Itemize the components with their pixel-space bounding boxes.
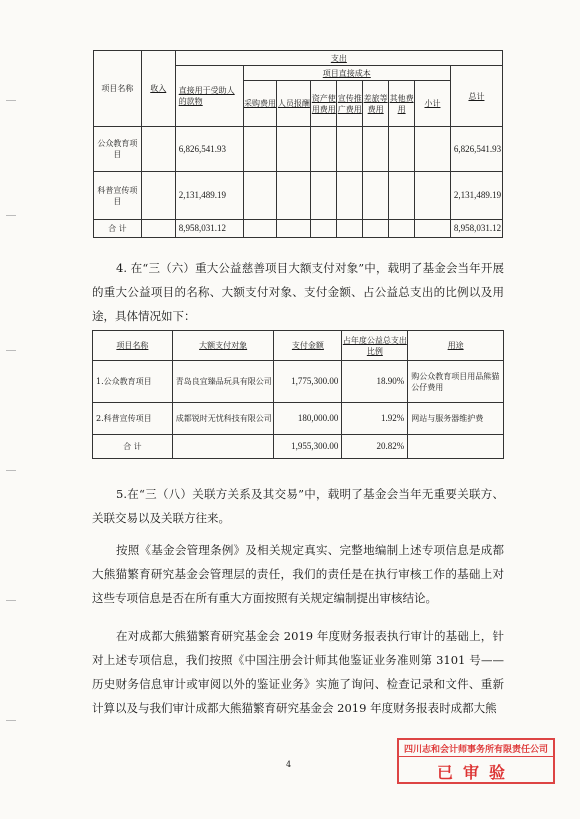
paragraph-5: 5.在“三（八）关联方关系及其交易”中，载明了基金会当年无重要关联方、关联交易以及关联方往来。 (92, 487, 504, 525)
page-number: 4 (286, 760, 292, 769)
row-aid: 6,826,541.93 (175, 127, 243, 172)
row-use: 网站与服务器维护费 (408, 403, 504, 435)
header-direct-cost: 项目直接成本 (243, 66, 450, 81)
header-ratio: 占年度公益总支出比例 (342, 331, 408, 361)
table-row (94, 220, 503, 238)
header-promo: 宣传推广费用 (337, 81, 363, 127)
margin-mark (6, 215, 16, 216)
expense-table (93, 50, 503, 238)
table-row (93, 403, 504, 435)
header-use: 用途 (408, 331, 504, 361)
margin-mark (6, 350, 16, 351)
header-income: 收入 (141, 51, 175, 127)
total-ratio: 20.82% (342, 435, 408, 459)
row-amount: 1,775,300.00 (274, 361, 342, 403)
row-use: 购公众教育项目用品熊猫公仔费用 (408, 361, 504, 403)
audit-stamp (397, 738, 555, 784)
header-name: 项目名称 (93, 331, 173, 361)
total-label: 合 计 (93, 435, 173, 459)
margin-mark (6, 100, 16, 101)
margin-mark (6, 720, 16, 721)
row-name: 2.科普宣传项目 (93, 403, 173, 435)
row-ratio: 18.90% (342, 361, 408, 403)
table-row (93, 361, 504, 403)
margin-mark (6, 470, 16, 471)
table-row-total (93, 435, 504, 459)
row-total: 8,958,031.12 (450, 220, 502, 238)
table-row (94, 127, 503, 172)
row-payee: 成都锐时无忧科技有限公司 (172, 403, 274, 435)
header-purchase: 采购费用 (243, 81, 277, 127)
header-travel: 差旅等费用 (363, 81, 389, 127)
paragraph-4: 4. 在“三（六）重大公益慈善项目大额支付对象”中，载明了基金会当年开展的重大公益项目的名称、大额支付对象、支付金额、占公益总支出的比例以及用途，具体情况如下： (92, 261, 504, 323)
header-project: 项目名称 (94, 51, 142, 127)
stamp-firm-name: 四川志和会计师事务所有限责任公司 (403, 745, 548, 755)
stamp-verified: 已审验 (436, 763, 515, 782)
header-other: 其他费用 (389, 81, 415, 127)
table-row (94, 172, 503, 220)
row-total: 2,131,489.19 (450, 172, 502, 220)
paragraph-6: 按照《基金会管理条例》及相关规定真实、完整地编制上述专项信息是成都大熊猫繁育研究基金会管理层的责任，我们的责任是在执行审核工作的基础上对这些专项信息是否在所有重大方面按照有关规定编制提出审核结论。 (92, 543, 504, 605)
row-amount: 180,000.00 (274, 403, 342, 435)
header-total: 总计 (450, 66, 502, 127)
header-payee: 大额支付对象 (172, 331, 274, 361)
row-name: 合 计 (94, 220, 142, 238)
row-total: 6,826,541.93 (450, 127, 502, 172)
header-staff: 人员报酬 (277, 81, 311, 127)
paragraph-7: 在对成都大熊猫繁育研究基金会 2019 年度财务报表执行审计的基础上，针对上述专项信息，我们按照《中国注册会计师其他鉴证业务准则第 3101 号——历史财务信息审计或审阅以外的鉴证业务》实施了询问、检查记录和文件、重新计算以及与我们审计成都大熊猫繁育研究基金会 2019 年度财务报表时成都大熊 (92, 629, 504, 715)
total-amount: 1,955,300.00 (274, 435, 342, 459)
header-subtotal: 小计 (415, 81, 451, 127)
row-payee: 青岛良宜臻品玩具有限公司 (172, 361, 274, 403)
margin-mark (6, 600, 16, 601)
header-direct-aid: 直接用于受助人的款物 (175, 66, 243, 127)
row-name: 1.公众教育项目 (93, 361, 173, 403)
row-name: 公众教育项目 (94, 127, 142, 172)
payee-table (92, 330, 504, 459)
header-expense: 支出 (175, 51, 502, 66)
row-name: 科普宣传项目 (94, 172, 142, 220)
row-aid: 8,958,031.12 (175, 220, 243, 238)
header-amount: 支付金额 (274, 331, 342, 361)
row-ratio: 1.92% (342, 403, 408, 435)
row-aid: 2,131,489.19 (175, 172, 243, 220)
header-asset: 资产使用费用 (311, 81, 337, 127)
